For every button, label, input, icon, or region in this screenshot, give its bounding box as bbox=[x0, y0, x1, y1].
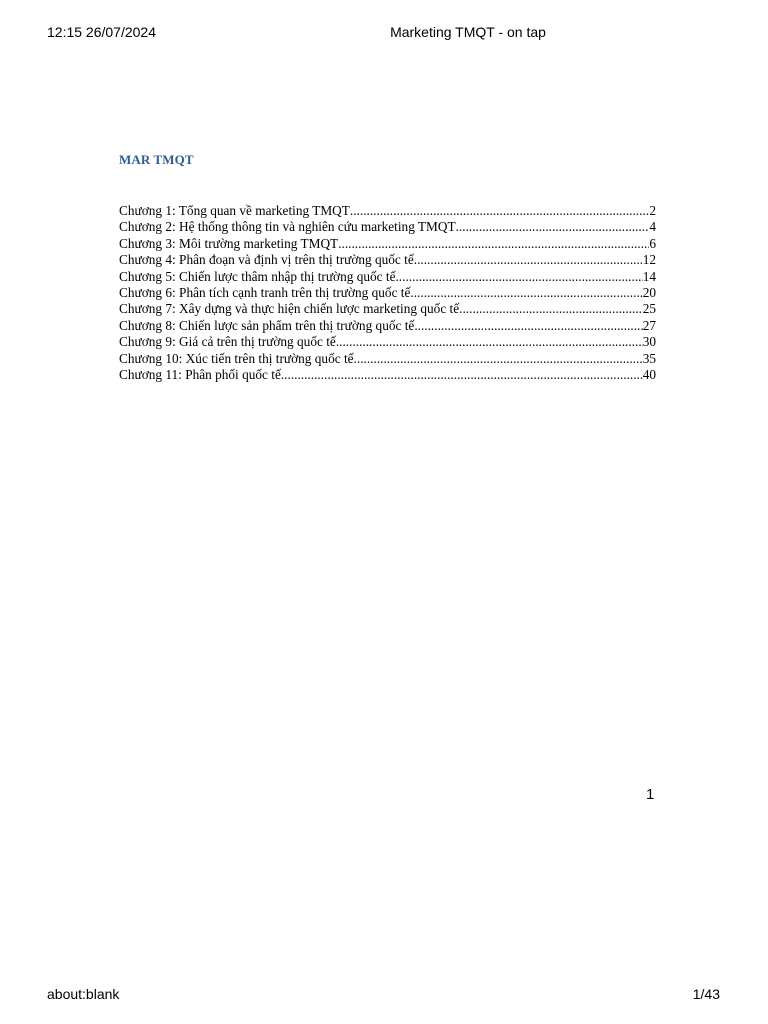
toc-entry-label: Chương 7: Xây dựng và thực hiện chiến lược marketing quốc tế bbox=[119, 301, 460, 317]
toc-entry-label: Chương 5: Chiến lược thâm nhập thị trường quốc tế bbox=[119, 268, 396, 284]
toc-entry[interactable] bbox=[119, 269, 656, 285]
toc-dot-leader bbox=[350, 203, 649, 219]
toc-dot-leader bbox=[410, 285, 642, 301]
toc-entry-page: 2 bbox=[649, 203, 656, 218]
toc-dot-leader bbox=[456, 219, 650, 235]
toc-entry-label: Chương 8: Chiến lược sản phẩm trên thị trường quốc tế bbox=[119, 317, 415, 333]
toc-entry[interactable] bbox=[119, 334, 656, 350]
toc-entry-page: 14 bbox=[642, 268, 656, 284]
toc-entry-page: 40 bbox=[642, 367, 656, 383]
toc-entry-label: Chương 1: Tổng quan về marketing TMQT bbox=[119, 203, 350, 218]
toc-entry-label: Chương 4: Phân đoạn và định vị trên thị trường quốc tế bbox=[119, 252, 414, 268]
toc-entry-label: Chương 9: Giá cả trên thị trường quốc tế bbox=[119, 334, 336, 350]
toc-entry[interactable] bbox=[119, 236, 656, 252]
toc-entry-page: 27 bbox=[642, 317, 656, 333]
print-header-title: Marketing TMQT - on tap bbox=[390, 24, 546, 40]
toc-dot-leader bbox=[281, 367, 643, 383]
toc-entry-page: 12 bbox=[642, 252, 656, 268]
print-header-datetime: 12:15 26/07/2024 bbox=[47, 24, 156, 40]
toc-entry[interactable] bbox=[119, 367, 656, 383]
toc-entry[interactable] bbox=[119, 351, 656, 367]
toc-entry-label: Chương 3: Môi trường marketing TMQT bbox=[119, 235, 339, 251]
toc-dot-leader bbox=[354, 351, 643, 367]
toc-entry-label: Chương 11: Phân phối quốc tế bbox=[119, 367, 281, 383]
toc-dot-leader bbox=[338, 236, 649, 252]
toc-dot-leader bbox=[414, 252, 643, 268]
toc-entry[interactable] bbox=[119, 219, 656, 235]
print-footer-url: about:blank bbox=[47, 986, 120, 1002]
document-heading: MAR TMQT bbox=[119, 152, 194, 167]
toc-entry-page: 4 bbox=[649, 219, 656, 235]
toc-entry[interactable] bbox=[119, 252, 656, 268]
toc-entry-label: Chương 10: Xúc tiến trên thị trường quốc tế bbox=[119, 350, 354, 366]
toc-dot-leader bbox=[395, 269, 642, 285]
toc-entry[interactable] bbox=[119, 318, 656, 334]
page-number: 1 bbox=[646, 786, 655, 803]
table-of-contents bbox=[119, 203, 656, 383]
print-footer-page-counter: 1/43 bbox=[692, 986, 720, 1002]
toc-entry-label: Chương 6: Phân tích cạnh tranh trên thị trường quốc tế bbox=[119, 285, 411, 301]
toc-entry-page: 35 bbox=[642, 350, 656, 366]
toc-entry-page: 20 bbox=[642, 285, 656, 301]
toc-dot-leader bbox=[459, 301, 643, 317]
toc-entry[interactable] bbox=[119, 301, 656, 317]
toc-dot-leader bbox=[414, 318, 642, 334]
toc-entry-page: 25 bbox=[642, 301, 656, 317]
toc-entry-label: Chương 2: Hệ thống thông tin và nghiên cứu marketing TMQT bbox=[119, 219, 456, 235]
toc-entry-page: 6 bbox=[649, 235, 656, 251]
toc-entry-page: 30 bbox=[642, 334, 656, 350]
toc-dot-leader bbox=[336, 334, 643, 350]
toc-entry[interactable] bbox=[119, 285, 656, 301]
toc-entry[interactable] bbox=[119, 203, 656, 219]
